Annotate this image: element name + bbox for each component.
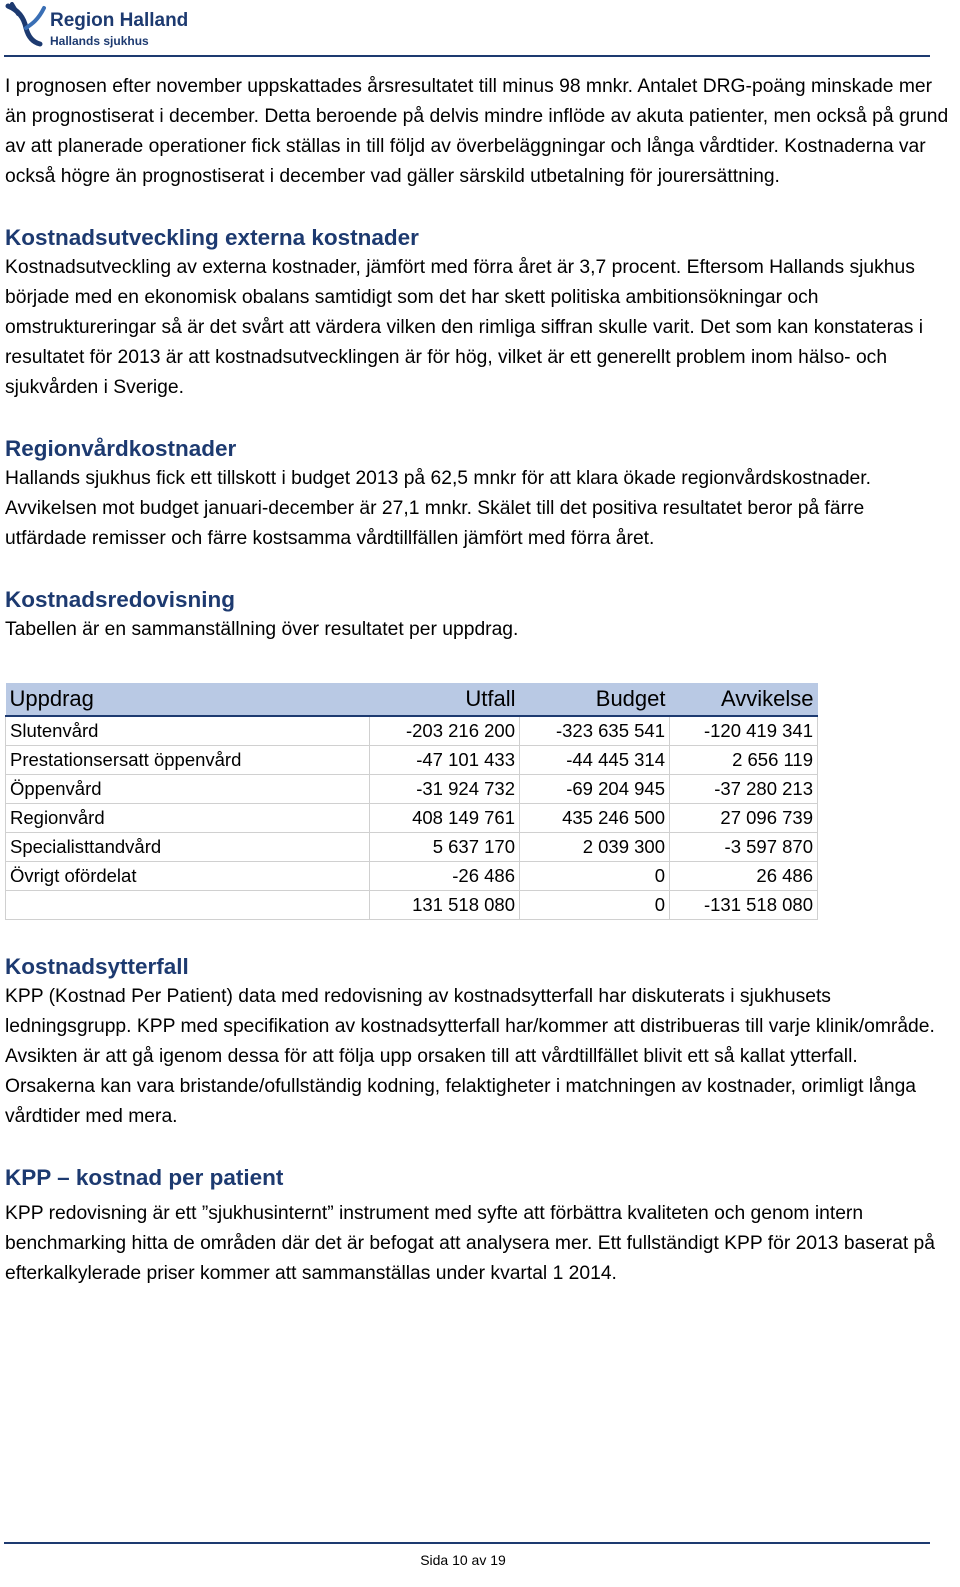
heading-externa-kostnader: Kostnadsutveckling externa kostnader (5, 225, 419, 250)
column-header-budget: Budget (520, 683, 670, 716)
cell-utfall: -203 216 200 (370, 716, 520, 746)
region-halland-logo-icon (4, 2, 48, 48)
cell-budget: 435 246 500 (520, 804, 670, 833)
column-header-utfall: Utfall (370, 683, 520, 716)
logo (4, 2, 204, 52)
table-row (6, 746, 818, 775)
table-header-row (6, 683, 818, 716)
cell-avvikelse: -120 419 341 (670, 716, 818, 746)
paragraph-kostnadsredovisning: Tabellen är en sammanställning över resultatet per uppdrag. (5, 619, 519, 640)
intro-paragraph: I prognosen efter november uppskattades årsresultatet till minus 98 mnkr. Antalet DRG-poäng minskade mer än prognostiserat i december. Detta beroende på delvis mindre inflöde av akuta patienter, men också på grund av att planerade operationer fick ställas in till följd av överbeläggningar och långa vårdtider. Kostnaderna var också högre än prognostiserat i december vad gäller särskild utbetalning för jourersättning. (5, 76, 949, 187)
cell-utfall: -26 486 (370, 862, 520, 891)
cell-avvikelse: -37 280 213 (670, 775, 818, 804)
cell-budget: -44 445 314 (520, 746, 670, 775)
cell-avvikelse: 26 486 (670, 862, 818, 891)
results-table (5, 683, 818, 920)
cell-avvikelse: -131 518 080 (670, 891, 818, 920)
footer-divider (4, 1542, 930, 1544)
cell-avvikelse: 27 096 739 (670, 804, 818, 833)
paragraph-kpp: KPP redovisning är ett ”sjukhusinternt” instrument med syfte att förbättra kvaliteten och genom intern benchmarking hitta de områden där det är befogat att analysera mer. Ett fullständigt KPP för 2013 baserat på efterkalkylerade priser kommer att sammanställas under kvartal 1 2014. (5, 1203, 935, 1284)
cell-uppdrag: Specialisttandvård (6, 833, 370, 862)
document-body (5, 72, 950, 1289)
table-row (6, 716, 818, 746)
logo-subtitle: Hallands sjukhus (50, 34, 149, 48)
cell-uppdrag (6, 891, 370, 920)
heading-regionvardkostnader: Regionvårdkostnader (5, 436, 237, 461)
heading-kpp: KPP – kostnad per patient (5, 1165, 284, 1190)
cell-avvikelse: -3 597 870 (670, 833, 818, 862)
cell-utfall: 408 149 761 (370, 804, 520, 833)
cell-uppdrag: Övrigt ofördelat (6, 862, 370, 891)
logo-name: Region Halland (50, 10, 189, 31)
cell-budget: 2 039 300 (520, 833, 670, 862)
cell-uppdrag: Slutenvård (6, 716, 370, 746)
column-header-avvikelse: Avvikelse (670, 683, 818, 716)
cell-utfall: 5 637 170 (370, 833, 520, 862)
cell-budget: -323 635 541 (520, 716, 670, 746)
header-divider (4, 55, 930, 57)
heading-kostnadsytterfall: Kostnadsytterfall (5, 954, 189, 979)
table-row (6, 862, 818, 891)
table-row (6, 775, 818, 804)
cell-utfall: -31 924 732 (370, 775, 520, 804)
cell-budget: 0 (520, 862, 670, 891)
cell-utfall: -47 101 433 (370, 746, 520, 775)
paragraph-regionvardkostnader: Hallands sjukhus fick ett tillskott i budget 2013 på 62,5 mnkr för att klara ökade regionvårdskostnader. Avvikelsen mot budget januari-december är 27,1 mnkr. Skälet till det positiva resultatet beror på färre utfärdade remisser och färre kostsamma vårdtillfällen jämfört med förra året. (5, 468, 871, 549)
cell-uppdrag: Regionvård (6, 804, 370, 833)
paragraph-externa-kostnader: Kostnadsutveckling av externa kostnader, jämfört med förra året är 3,7 procent. Eftersom Hallands sjukhus började med en ekonomisk obalans samtidigt som det har skett politiska ambitionsökningar och omstruktureringar så är det svårt att värdera vilken den rimliga siffran skulle varit. Det som kan konstateras i resultatet för 2013 är att kostnadsutvecklingen är för hög, vilket är ett generellt problem inom hälso- och sjukvården i Sverige. (5, 257, 924, 398)
cell-uppdrag: Prestationsersatt öppenvård (6, 746, 370, 775)
cell-budget: -69 204 945 (520, 775, 670, 804)
cell-uppdrag: Öppenvård (6, 775, 370, 804)
table-row (6, 833, 818, 862)
cell-avvikelse: 2 656 119 (670, 746, 818, 775)
cell-utfall: 131 518 080 (370, 891, 520, 920)
column-header-uppdrag: Uppdrag (6, 683, 370, 716)
page-number: Sida 10 av 19 (420, 1552, 506, 1568)
page-header (0, 0, 960, 60)
paragraph-kostnadsytterfall: KPP (Kostnad Per Patient) data med redovisning av kostnadsytterfall har diskuterats i sjukhusets ledningsgrupp. KPP med specifikation av kostnadsytterfall har/kommer att distribueras till varje klinik/område. Avsikten är att gå igenom dessa för att följa upp orsaken till att vårdtillfället blivit ett så kallat ytterfall. Orsakerna kan vara bristande/ofullständig kodning, felaktigheter i matchningen av kostnader, orimligt långa vårdtider med mera. (5, 986, 935, 1127)
table-row (6, 804, 818, 833)
cell-budget: 0 (520, 891, 670, 920)
table-total-row (6, 891, 818, 920)
heading-kostnadsredovisning: Kostnadsredovisning (5, 587, 236, 612)
